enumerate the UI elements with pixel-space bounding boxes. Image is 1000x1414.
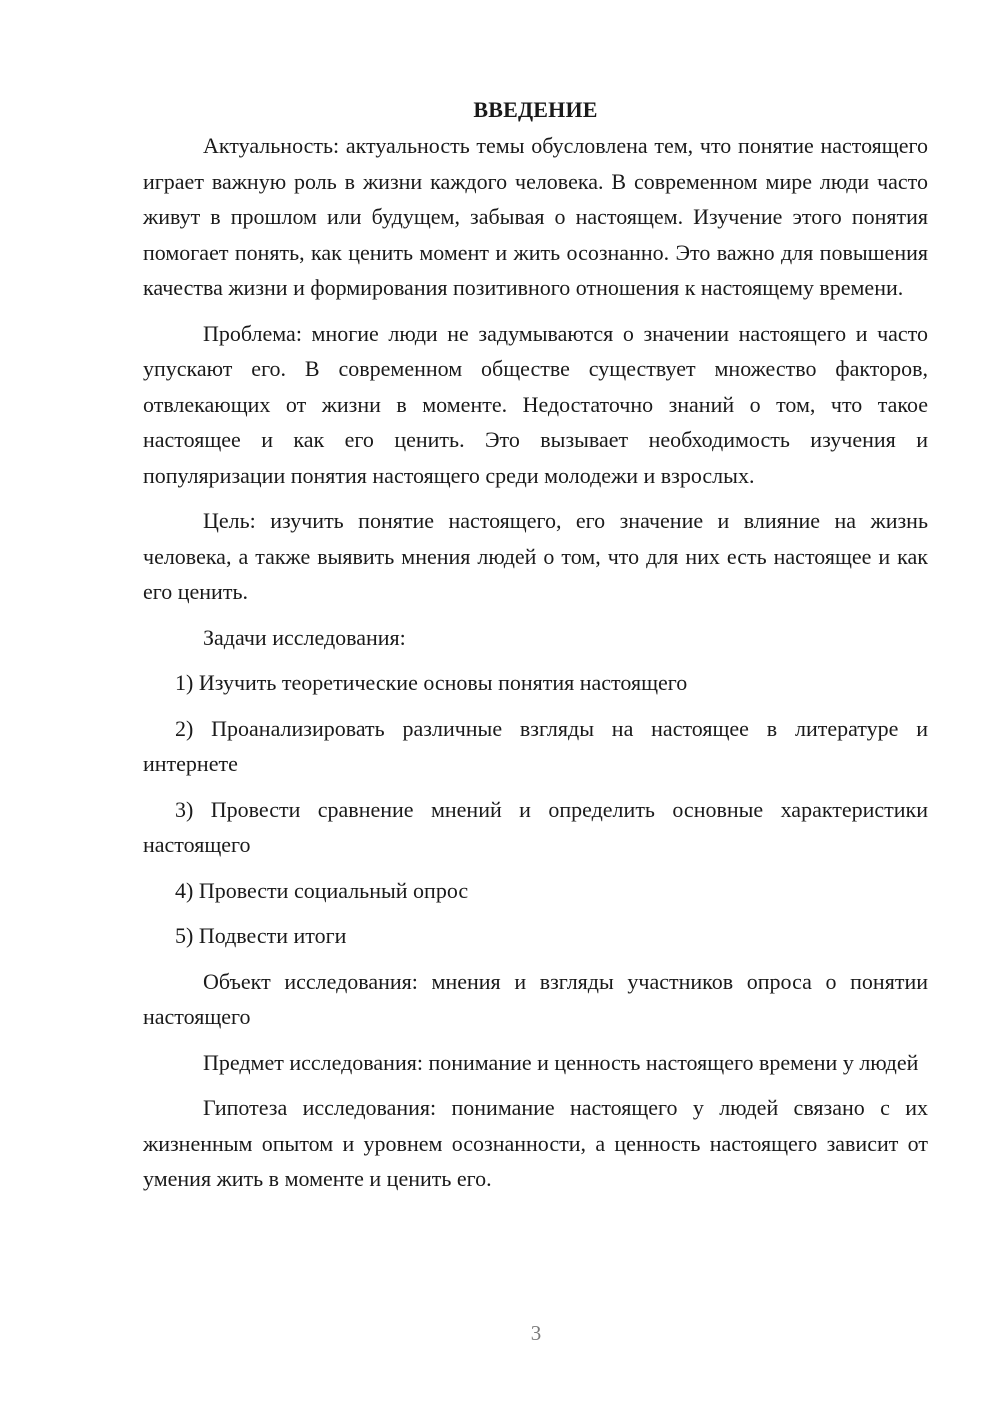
task-item-3: 3) Провести сравнение мнений и определить основные характеристики настоящего [143, 796, 928, 857]
page-number: 3 [530, 1321, 542, 1345]
paragraph-goal: Цель: изучить понятие настоящего, его значение и влияние на жизнь человека, а также выявить мнения людей о том, что для них есть настоящее и как его ценить. [143, 508, 928, 604]
task-item-1: 1) Изучить теоретические основы понятия настоящего [175, 670, 688, 695]
paragraph-relevance: Актуальность: актуальность темы обусловлена тем, что понятие настоящего играет важную роль в жизни каждого человека. В современном мире люди часто живут в прошлом или будущем, забывая о настоящем. Изучение этого понятия помогает понять, как ценить момент и жить осознанно. Это важно для повышения качества жизни и формирования позитивного отношения к настоящему времени. [143, 133, 928, 300]
paragraph-problem: Проблема: многие люди не задумываются о значении настоящего и часто упускают его. В современном обществе существует множество факторов, отвлекающих от жизни в моменте. Недостаточно знаний о том, что такое настоящее и как его ценить. Это вызывает необходимость изучения и популяризации понятия настоящего среди молодежи и взрослых. [143, 320, 928, 488]
paragraph-subject: Предмет исследования: понимание и ценность настоящего времени у людей [203, 1049, 919, 1075]
paragraph-hypothesis: Гипотеза исследования: понимание настоящего у людей связано с их жизненным опытом и уровнем осознанности, а ценность настоящего зависит от умения жить в моменте и ценить его. [143, 1095, 928, 1191]
task-item-4: 4) Провести социальный опрос [175, 877, 469, 903]
section-title: ВВЕДЕНИЕ [473, 97, 598, 122]
task-item-5: 5) Подвести итоги [175, 923, 347, 948]
task-item-2: 2) Проанализировать различные взгляды на настоящее в литературе и интернете [143, 715, 928, 776]
paragraph-tasks-heading: Задачи исследования: [203, 624, 406, 650]
document-page [143, 92, 928, 1207]
paragraph-object: Объект исследования: мнения и взгляды участников опроса о понятии настоящего [143, 968, 928, 1029]
